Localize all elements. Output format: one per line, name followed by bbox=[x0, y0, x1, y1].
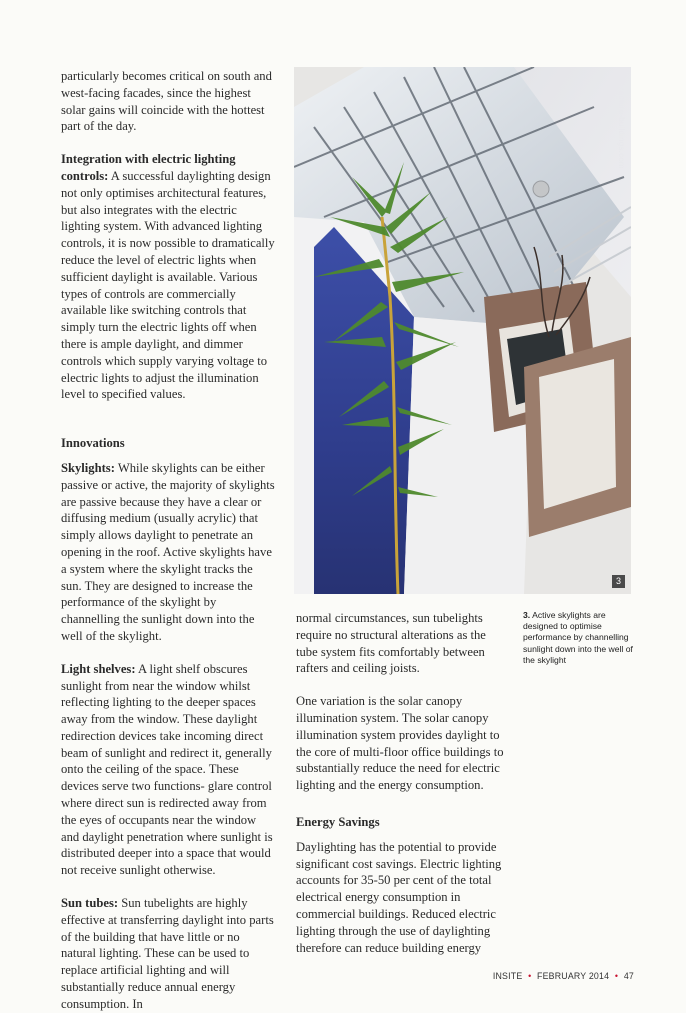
skylight-photo bbox=[294, 67, 631, 594]
paragraph: One variation is the solar canopy illumination system. The solar canopy illumination system provides daylight to the core of multi-floor office buildings to substantially reduce the need for electric lighting and the energy consumption. bbox=[296, 694, 504, 793]
paragraph: particularly becomes critical on south and west-facing facades, since the highest solar gains will coincide with the hottest part of the day. bbox=[61, 69, 272, 134]
paragraph-body: A successful daylighting design not only optimises architectural features, but also integrates with the electric lighting system. With advanced lighting controls, it is now possible to dramatically reduce the level of electric lights when sufficient daylight is available. Various types of controls are commercially available like switching controls that simply turn the electric lights off when there is ample daylight, and dimmer controls which supply varying voltage to electric lights to adjust the illumination level to specified values. bbox=[61, 168, 275, 402]
paragraph-body: A light shelf obscures sunlight from near the window whilst reflecting lighting to the deeper spaces away from the window. These daylight redirection devices take incoming direct beam of sunlight and redirect it, generally onto the ceiling of the space. These devices serve two functions- glare control where direct sun is redirected away from the eyes of occupants near the window and daylight penetration where sunlight is distributed deeper into a space that would not receive sunlight otherwise. bbox=[61, 661, 273, 878]
paragraph bbox=[61, 151, 275, 403]
paragraph: normal circumstances, sun tubelights require no structural alterations as the tube system fits comfortably between rafters and ceiling joists. bbox=[296, 611, 486, 676]
photo-credit: architecture-buildings.com bbox=[617, 70, 627, 169]
section-heading-innovations: Innovations bbox=[61, 436, 125, 451]
left-text-column bbox=[61, 68, 275, 1013]
page-footer bbox=[493, 971, 634, 981]
paragraph bbox=[61, 661, 275, 879]
section-heading-energy-savings: Energy Savings bbox=[296, 814, 380, 829]
footer-bullet: • bbox=[528, 971, 532, 981]
paragraph-lead: Sun tubes: bbox=[61, 896, 119, 911]
paragraph-lead: Light shelves: bbox=[61, 661, 136, 676]
page-number: 47 bbox=[623, 971, 634, 981]
paragraph bbox=[61, 460, 275, 645]
paragraph bbox=[61, 895, 275, 1013]
caption-number: 3. bbox=[523, 610, 531, 620]
figure-number-badge: 3 bbox=[612, 575, 625, 588]
paragraph-body: While skylights can be either passive or active, the majority of skylights are passive because they have a clear or diffusing medium (usually acrylic) that simply allows daylight to penetrate an opening in the roof. Active skylights have a system where the skylight tracks the sun. They are designed to increase the performance of the skylight by channelling the sunlight down into the well of the skylight. bbox=[61, 460, 275, 643]
paragraph-lead: Skylights: bbox=[61, 460, 115, 475]
caption-text: Active skylights are designed to optimise performance by channelling sunlight down into the well of the skylight bbox=[523, 610, 633, 665]
footer-bullet: • bbox=[614, 971, 619, 981]
paragraph-body: Sun tubelights are highly effective at transferring daylight into parts of the building that have little or no natural lighting. These can be used to replace artificial lighting and will substantially reduce annual energy consumption. In bbox=[61, 896, 274, 1011]
skylight-illustration bbox=[294, 67, 631, 594]
paragraph-lead: Integration with electric lighting controls: bbox=[61, 152, 236, 183]
middle-text-column bbox=[296, 610, 510, 956]
magazine-name: INSITE bbox=[492, 971, 523, 981]
paragraph: Daylighting has the potential to provide significant cost savings. Electric lighting accounts for 35-50 per cent of the total electrical energy consumption in commercial buildings. Reduced electric lighting through the use of daylighting therefore can reduce building energy bbox=[296, 839, 502, 955]
figure-caption bbox=[523, 610, 635, 666]
issue-date: FEBRUARY 2014 bbox=[537, 971, 610, 981]
